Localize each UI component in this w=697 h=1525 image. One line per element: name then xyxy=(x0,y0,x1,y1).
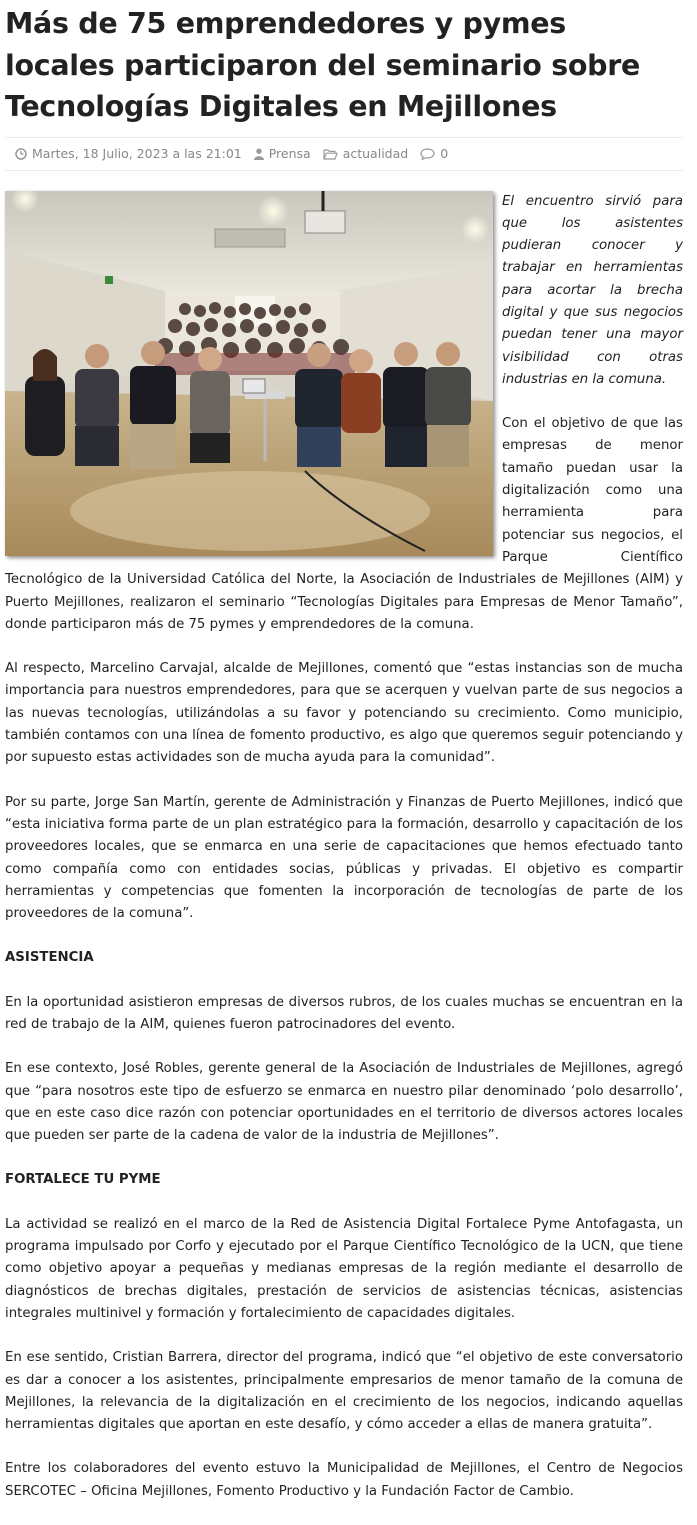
seminar-group-photo xyxy=(5,191,493,556)
article-paragraph: Al respecto, Marcelino Carvajal, alcalde de Mejillones, comentó que “estas instancias son de mucha importancia para nuestros emprendedores, para que se acerquen y vuelvan parte de sus negocios a las nuevas tecnologías, utilizándolas a su favor y potenciando su crecimiento. Como municipio, también contamos con una línea de fomento productivo, es algo que queremos seguir potenciando y por supuesto estas actividades son de mucha ayuda para la comunidad”. xyxy=(5,661,683,766)
article-paragraph: La actividad se realizó en el marco de la Red de Asistencia Digital Fortalece Pyme Antofagasta, un programa impulsado por Corfo y ejecutado por el Parque Científico Tecnológico de la UCN, que tiene como objetivo apoyar a pequeñas y medianas empresas de la región mediante el desarrollo de diagnósticos de brechas digitales, prestación de servicios de asistencias técnicas, asistencias integrales multinivel y formación y fortalecimiento de capacidades digitales. xyxy=(5,1216,683,1321)
meta-date xyxy=(15,146,242,161)
meta-comments[interactable] xyxy=(420,146,448,161)
article-paragraph: Por su parte, Jorge San Martín, gerente de Administración y Finanzas de Puerto Mejillones, indicó que “esta iniciativa forma parte de un plan estratégico para la formación, desarrollo y capacitación de los proveedores locales, que se enmarca en una serie de capacitaciones que hemos efectuado tanto como compañía como con entidades socias, públicas y privadas. El objetivo es compartir herramientas y competencias que fomenten la incorporación de tecnologías de parte de los proveedores de la comuna”. xyxy=(5,794,683,922)
article-paragraph: Con el objetivo de que las empresas de menor tamaño puedan usar la digitalización como una herramienta para potenciar sus negocios, el Parque Científico Tecnológico de la Universidad Católica del Norte, la Asociación de Industriales de Mejillones (AIM) y Puerto Mejillones, realizaron el seminario “Tecnologías Digitales para Empresas de Menor Tamaño”, donde participaron más de 75 pymes y emprendedores de la comuna. xyxy=(5,416,683,632)
article-container xyxy=(5,0,683,1525)
meta-comments-count[interactable]: 0 xyxy=(440,146,449,161)
article-title: Más de 75 emprendedores y pymes locales participaron del seminario sobre Tecnologías Digitales en Mejillones xyxy=(5,7,641,123)
meta-author-link[interactable]: Prensa xyxy=(268,146,311,161)
user-icon xyxy=(254,148,264,160)
folder-open-icon xyxy=(323,148,338,160)
article-paragraph: En ese contexto, José Robles, gerente general de la Asociación de Industriales de Mejillones, agregó que “para nosotros este tipo de esfuerzo se enmarca en nuestro pilar denominado ‘polo desarrollo’, que en este caso dice razón con potenciar oportunidades en el territorio de diversos actores locales que pueden ser parte de la cadena de valor de la industria de Mejillones”. xyxy=(5,1061,683,1144)
comment-icon xyxy=(420,148,435,160)
meta-author[interactable] xyxy=(254,146,311,161)
article-paragraph: En ese sentido, Cristian Barrera, director del programa, indicó que “el objetivo de este conversatorio es dar a conocer a los asistentes, principalmente empresarios de menor tamaño de la comuna de Mejillones, la relevancia de la digitalización en el crecimiento de los negocios, indicando aquellas herramientas digitales que aportan en este desafío, y cómo acceder a ellas de manera gratuita”. xyxy=(5,1350,683,1433)
article-photo xyxy=(5,191,493,556)
article-body xyxy=(5,191,683,1504)
article-meta xyxy=(5,137,683,171)
meta-category-link[interactable]: actualidad xyxy=(342,146,409,161)
meta-date-text: Martes, 18 Julio, 2023 a las 21:01 xyxy=(32,146,242,161)
article-lead: El encuentro sirvió para que los asistentes pudieran conocer y trabajar en herramientas para acortar la brecha digital y que sus negocios puedan tener una mayor visibilidad con otras industrias en la comuna. xyxy=(502,193,683,387)
meta-category[interactable] xyxy=(323,146,409,161)
clock-icon xyxy=(15,148,27,160)
article-paragraph: En la oportunidad asistieron empresas de diversos rubros, de los cuales muchas se encuentran en la red de trabajo de la AIM, quienes fueron patrocinadores del evento. xyxy=(5,994,683,1032)
section-heading-asistencia: ASISTENCIA xyxy=(5,950,94,966)
section-heading-fortalece: FORTALECE TU PYME xyxy=(5,1172,161,1188)
article-paragraph: Entre los colaboradores del evento estuvo la Municipalidad de Mejillones, el Centro de Negocios SERCOTEC – Oficina Mejillones, Fomento Productivo y la Fundación Factor de Cambio. xyxy=(5,1461,683,1499)
